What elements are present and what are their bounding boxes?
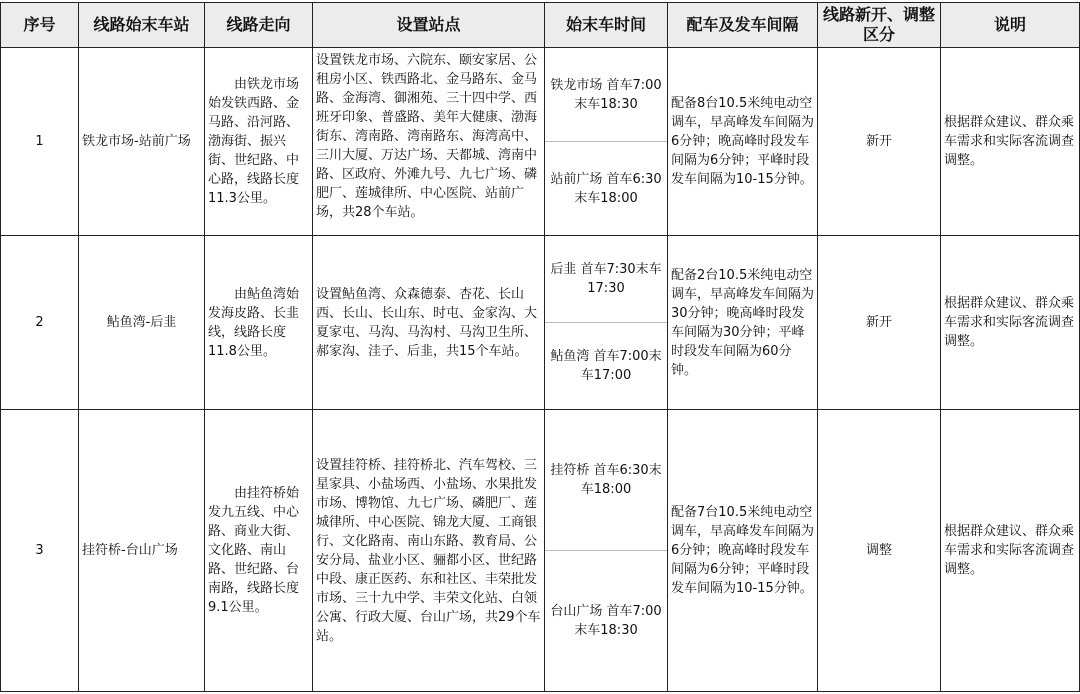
schedule-outbound: 后韭 首车7:30末车17:30 bbox=[550, 262, 662, 296]
header-row bbox=[1, 3, 1080, 48]
row-terminals: 挂符桥-台山广场 bbox=[79, 410, 205, 692]
row-schedule bbox=[545, 48, 668, 236]
row-terminals: 鲇鱼湾-后韭 bbox=[79, 236, 205, 410]
header-note: 说明 bbox=[941, 3, 1080, 48]
row-type: 新开 bbox=[818, 236, 941, 410]
row-vehicles: 配备8台10.5米纯电动空调车，早高峰发车间隔为6分钟；晚高峰时段发车间隔为6分钟；平峰时段发车间隔为10-15分钟。 bbox=[668, 48, 818, 236]
row-type: 调整 bbox=[818, 410, 941, 692]
row-stops: 设置鲇鱼湾、众森德泰、杏花、长山西、长山、长山东、时屯、金家沟、大夏家屯、马沟、马沟村、马沟卫生所、郝家沟、洼子、后韭，共15个车站。 bbox=[313, 236, 545, 410]
row-no: 3 bbox=[1, 410, 79, 692]
row-vehicles: 配备2台10.5米纯电动空调车，早高峰发车间隔为30分钟；晚高峰时段发车间隔为30分钟；平峰时段发车间隔为60分钟。 bbox=[668, 236, 818, 410]
row-vehicles: 配备7台10.5米纯电动空调车，早高峰发车间隔为6分钟；晚高峰时段发车间隔为6分钟；平峰时段发车间隔为10-15分钟。 bbox=[668, 410, 818, 692]
row-no: 2 bbox=[1, 236, 79, 410]
row-type: 新开 bbox=[818, 48, 941, 236]
schedule-outbound: 铁龙市场 首车7:00末车18:30 bbox=[550, 77, 662, 112]
row-note: 根据群众建议、群众乘车需求和实际客流调查调整。 bbox=[941, 410, 1080, 692]
table-row bbox=[1, 410, 1080, 692]
schedule-inbound: 台山广场 首车7:00末车18:30 bbox=[545, 550, 667, 691]
row-note: 根据群众建议、群众乘车需求和实际客流调查调整。 bbox=[941, 236, 1080, 410]
row-route: 由铁龙市场始发铁西路、金马路、沿河路、渤海街、振兴街、世纪路、中心路，线路长度11.3公里。 bbox=[205, 48, 313, 236]
header-terminals: 线路始末车站 bbox=[79, 3, 205, 48]
header-vehicles: 配车及发车间隔 bbox=[668, 3, 818, 48]
row-schedule bbox=[545, 236, 668, 410]
schedule-outbound: 挂符桥 首车6:30末车18:00 bbox=[550, 463, 662, 497]
row-route: 由鲇鱼湾始发海皮路、长韭线，线路长度11.8公里。 bbox=[205, 236, 313, 410]
row-terminals: 铁龙市场-站前广场 bbox=[79, 48, 205, 236]
row-route: 由挂符桥始发九五线、中心路、商业大街、文化路、南山路、世纪路、台南路，线路长度9.1公里。 bbox=[205, 410, 313, 692]
header-schedule: 始末车时间 bbox=[545, 3, 668, 48]
header-stops: 设置站点 bbox=[313, 3, 545, 48]
row-stops: 设置挂符桥、挂符桥北、汽车驾校、三星家具、小盐场西、小盐场、水果批发市场、博物馆、九七广场、磷肥厂、莲城律所、中心医院、锦龙大厦、工商银行、文化路南、南山东路、教育局、公安分局、盐业小区、骊都小区、世纪路中段、康正医药、东和社区、丰荣批发市场、三十九中学、丰荣文化站、白领公寓、行政大厦、台山广场，共29个车站。 bbox=[313, 410, 545, 692]
row-no: 1 bbox=[1, 48, 79, 236]
bus-route-table bbox=[0, 2, 1080, 692]
header-no: 序号 bbox=[1, 3, 79, 48]
schedule-inbound: 站前广场 首车6:30末车18:00 bbox=[545, 141, 667, 235]
schedule-inbound: 鲇鱼湾 首车7:00末车17:00 bbox=[545, 322, 667, 409]
header-route: 线路走向 bbox=[205, 3, 313, 48]
row-stops: 设置铁龙市场、六院东、颐安家居、公租房小区、铁西路北、金马路东、金马路、金海湾、御湘苑、三十四中学、西班牙印象、普盛路、美年大健康、渤海街东、湾南路、湾南路东、海湾高中、三川大厦、万达广场、天都城、湾南中路、区政府、外滩九号、九七广场、磷肥厂、莲城律所、中心医院、站前广场，共28个车站。 bbox=[313, 48, 545, 236]
row-schedule bbox=[545, 410, 668, 692]
row-note: 根据群众建议、群众乘车需求和实际客流调查调整。 bbox=[941, 48, 1080, 236]
table-row bbox=[1, 236, 1080, 410]
header-type: 线路新开、调整区分 bbox=[818, 3, 941, 48]
table-row bbox=[1, 48, 1080, 236]
